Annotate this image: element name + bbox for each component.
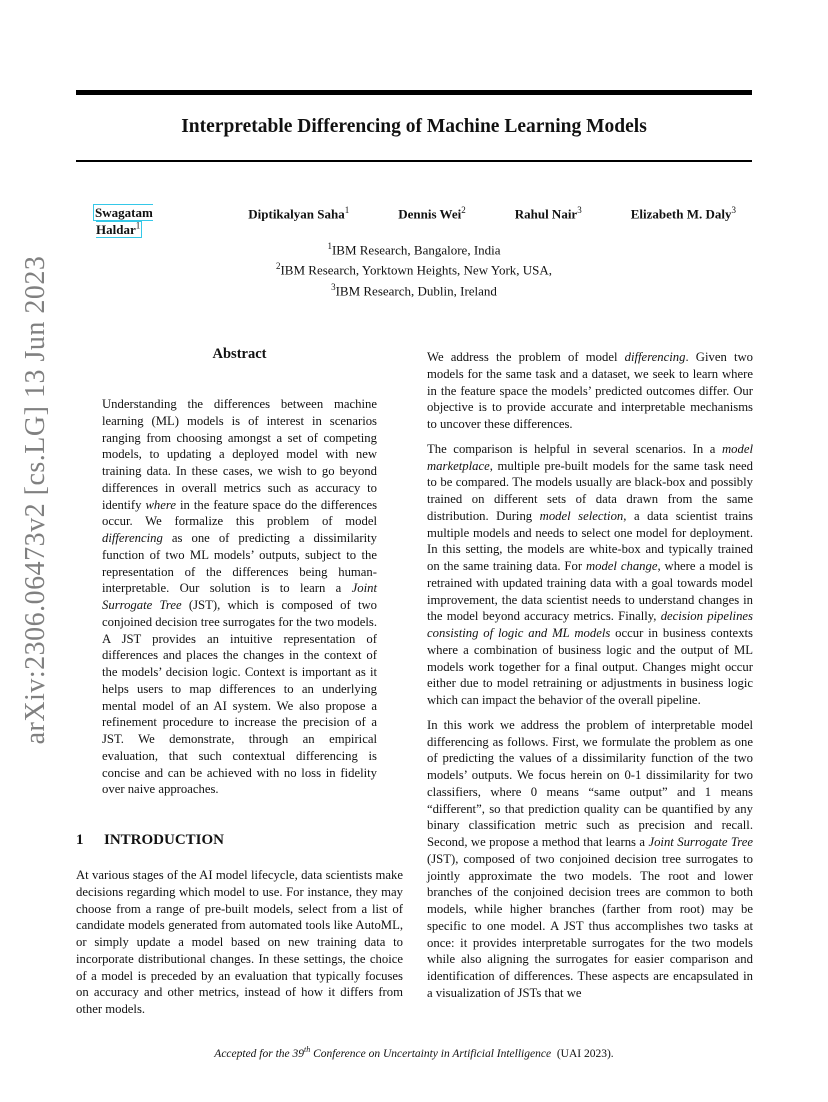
author-sup: 3 <box>731 205 736 215</box>
abstract-text: (JST), which is composed of two conjoined decision tree surrogates for the two models. A JST provides an intuitive representation of differences and places the changes in the context of the models’ decision logic. Context is important as it helps users to map differences to an underlying mental model of an AI system. We also propose a refinement procedure to increase the precision of a JST. We demonstrate, through an empirical evaluation, that such contextual differencing is concise and can be achieved with no loss in fidelity over naive approaches. <box>102 598 377 797</box>
body-emphasis: Joint Surrogate Tree <box>648 835 754 849</box>
paper-title: Interpretable Differencing of Machine Learning Models <box>181 116 647 137</box>
author-name: Swagatam Haldar <box>95 205 153 238</box>
abstract-text: Understanding the differences between machine learning (ML) models is of interest in scenarios ranging from choosing amongst a set of competing models, to updating a deployed model with new training data. In these cases, we wish to go beyond differences in overall metrics such as accuracy to identify <box>102 397 377 512</box>
body-text: The comparison is helpful in several scenarios. In a <box>427 441 716 456</box>
author-name: Elizabeth M. Daly <box>630 206 732 222</box>
footer-sup: th <box>304 1045 311 1054</box>
paragraph-2 <box>427 441 753 709</box>
section-heading <box>76 832 406 849</box>
affiliation-2 <box>76 258 752 278</box>
abstract-emphasis: differencing <box>102 531 163 545</box>
body-text: . Given two models for the same task and a dataset, we seek to learn where in the feature space the models’ predicted outcomes differ. Our objective is to provide accurate and interpretable mechanisms to uncover these differences. <box>427 350 754 431</box>
body-emphasis: model marketplace <box>427 441 753 473</box>
affiliation-text: IBM Research, Bangalore, India <box>331 242 501 258</box>
author-list <box>96 205 736 238</box>
body-text: , where a model is retrained with updated training data with a goal towards model improvement, the data scientist needs to understand changes in the model beyond accuracy metrics. Finally, <box>427 559 753 624</box>
author-1[interactable] <box>96 205 199 238</box>
body-text: In this work we address the problem of interpretable model differencing as follows. First, we formulate the problem as one of predicting the values of a dissimilarity function of the two models’ outputs. We focus herein on 0-1 dissimilarity for two classifiers, where 0 means “same output” and 1 means “different”, so that prediction quality can be quantified by any binary classification metric such as precision and recall. Second, we propose a method that learns a <box>427 717 753 849</box>
author-4 <box>515 205 582 238</box>
body-emphasis: differencing <box>624 350 686 364</box>
author-sup: 3 <box>577 205 582 215</box>
body-emphasis: model selection <box>539 508 624 523</box>
abstract-emphasis: where <box>145 497 177 512</box>
author-sup: 1 <box>344 205 350 215</box>
conference-footer <box>76 1045 752 1060</box>
affiliation-sup: 3 <box>331 281 336 292</box>
footer-text: Conference on Uncertainty in Artificial Intelligence <box>310 1047 552 1060</box>
body-text: occur in business contexts where a combination of business logic and the output of ML models work together for a final output. Changes might occur either due to model retraining or adjustments in business logic which can impact the behavior of the overall pipeline. <box>427 626 753 707</box>
footer-text: Accepted for the 39 <box>214 1047 305 1060</box>
body-text: We address the problem of model <box>427 350 618 364</box>
body-text: , multiple pre-built models for the same task need to be compared. The models usually are black-box and possibly trained on different sets of data drawn from the same distribution. During <box>427 458 753 523</box>
intro-body <box>76 867 403 1018</box>
author-sup: 2 <box>461 205 466 215</box>
paragraph-3 <box>427 717 753 1002</box>
abstract-heading: Abstract <box>212 346 267 362</box>
section-title: INTRODUCTION <box>104 832 225 848</box>
author-3 <box>398 205 465 238</box>
author-2 <box>248 205 349 238</box>
author-sup: 1 <box>135 221 141 231</box>
affiliations <box>76 238 752 299</box>
affiliation-text: IBM Research, Dublin, Ireland <box>335 282 497 298</box>
abstract-body <box>102 396 377 798</box>
affiliation-sup: 2 <box>275 261 281 272</box>
right-column <box>427 349 753 1010</box>
section-number: 1 <box>76 832 84 848</box>
abstract-text: in the feature space do the differences occur. We formalize this problem of model <box>102 497 378 529</box>
arxiv-id-text: arXiv:2306.06473v2 [cs.LG] 13 Jun 2023 <box>20 255 51 745</box>
author-name: Dennis Wei <box>398 206 462 222</box>
paragraph-1 <box>427 349 753 433</box>
abstract-emphasis: Joint Surrogate Tree <box>102 581 377 612</box>
author-name: Diptikalyan Saha <box>248 206 345 222</box>
body-emphasis: model change <box>585 559 658 573</box>
abstract-text: as one of predicting a dissimilarity function of two ML models’ outputs, subject to the representation of the differences being human-interpretable. Our solution is to learn a <box>102 531 377 596</box>
top-rule <box>76 90 752 95</box>
intro-paragraph: At various stages of the AI model lifecycle, data scientists make decisions regarding which model to use. For instance, they may choose from a range of pre-built models, select from a list of candidate models generated from automated tools like AutoML, or simply update a model based on new training data to incorporate distributional changes. In these settings, the choice of a model is preceded by an evaluation that typically focuses on accuracy and other metrics, instead of how it differs from other models. <box>76 868 403 1016</box>
abstract-paragraph <box>102 396 377 798</box>
author-5 <box>631 205 736 238</box>
author-link-box[interactable] <box>93 204 153 238</box>
body-text: , a data scientist trains multiple models and needs to select one model for deployment. In this setting, the models are white-box and typically trained on the same training data. For <box>427 508 753 573</box>
affiliation-1 <box>76 238 752 258</box>
title-rule <box>76 160 752 162</box>
author-name: Rahul Nair <box>514 206 578 222</box>
arxiv-side-stamp <box>20 255 52 745</box>
body-emphasis: decision pipelines consisting of logic and ML models <box>427 609 753 640</box>
body-text: (JST), composed of two conjoined decision tree surrogates to jointly approximate the two models. The root and lower branches of the conjoined decision trees are common to both models, while higher branches (farther from root) may be specific to one model. A JST thus accomplishes two tasks at once: it provides interpretable surrogates for the two models while also aligning the surrogates for easier comparison and identification of differences. These aspects are encapsulated in a visualization of JSTs that we <box>427 851 753 1000</box>
footer-tail: (UAI 2023). <box>556 1047 614 1060</box>
affiliation-text: IBM Research, Yorktown Heights, New York, USA, <box>280 262 553 278</box>
affiliation-sup: 1 <box>327 241 332 251</box>
affiliation-3 <box>76 279 752 299</box>
